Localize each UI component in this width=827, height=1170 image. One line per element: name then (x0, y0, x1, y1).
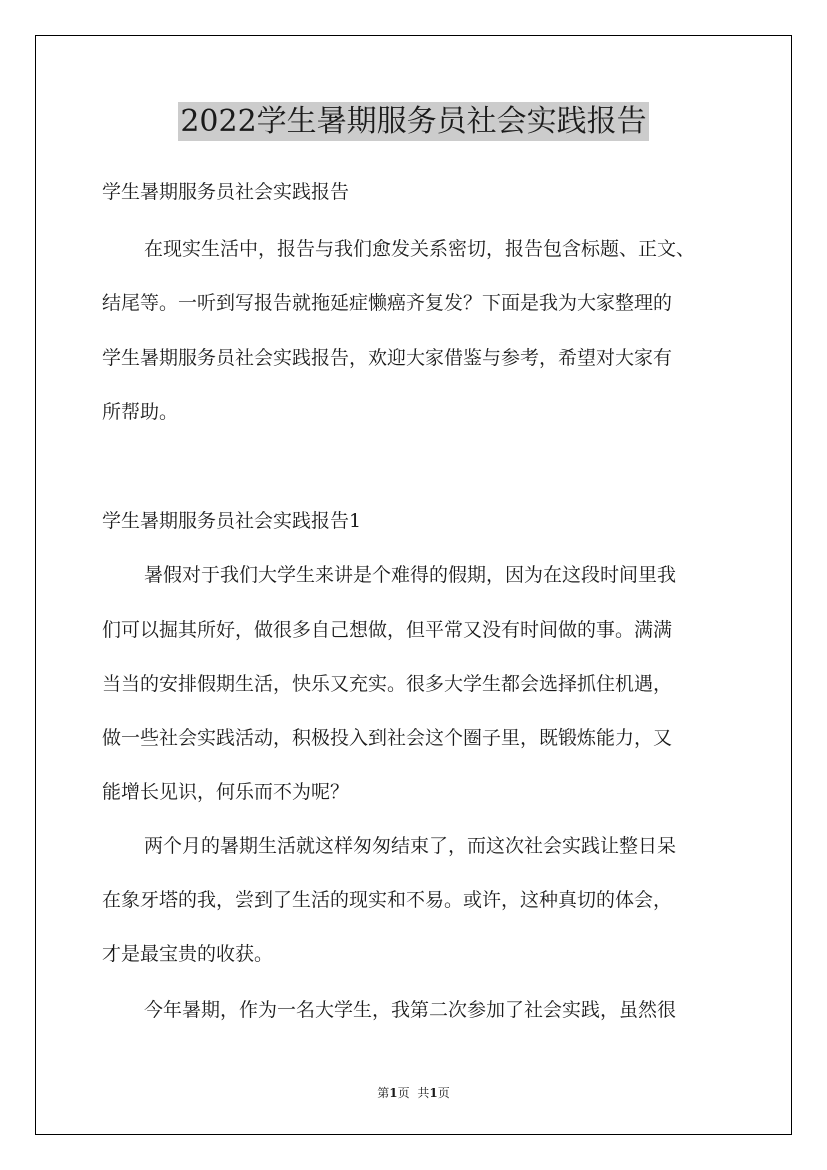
paragraph-line: 结尾等。一听到写报告就拖延症懒癌齐复发？下面是我为大家整理的 (102, 292, 673, 314)
paragraph-line: 在现实生活中，报告与我们愈发关系密切，报告包含标题、正文、 (144, 238, 696, 260)
document-title-text: 2022学生暑期服务员社会实践报告 (180, 104, 647, 139)
footer-page-prefix: 第 (377, 1086, 390, 1100)
footer-page-number: 1 (389, 1086, 398, 1100)
document-title (0, 96, 827, 148)
footer-total-number: 1 (429, 1086, 438, 1100)
section-heading: 学生暑期服务员社会实践报告1 (102, 510, 362, 532)
footer-total-suffix: 页 (437, 1086, 450, 1100)
paragraph-line: 在象牙塔的我，尝到了生活的现实和不易。或许，这种真切的体会， (102, 889, 673, 911)
paragraph-line: 暑假对于我们大学生来讲是个难得的假期，因为在这段时间里我 (144, 564, 677, 586)
paragraph-line: 当当的安排假期生活，快乐又充实。很多大学生都会选择抓住机遇， (102, 673, 673, 695)
paragraph-line: 才是最宝贵的收获。 (102, 943, 274, 965)
paragraph-line: 能增长见识，何乐而不为呢？ (102, 781, 350, 803)
paragraph-line: 们可以掘其所好，做很多自己想做，但平常又没有时间做的事。满满 (102, 619, 673, 641)
footer-total-prefix: 共 (417, 1086, 430, 1100)
paragraph-line: 学生暑期服务员社会实践报告，欢迎大家借鉴与参考，希望对大家有 (102, 347, 673, 369)
footer-page-suffix: 页 (397, 1086, 410, 1100)
paragraph-line: 所帮助。 (102, 401, 179, 423)
paragraph-line: 做一些社会实践活动，积极投入到社会这个圈子里，既锻炼能力，又 (102, 727, 673, 749)
paragraph-line: 今年暑期，作为一名大学生，我第二次参加了社会实践，虽然很 (144, 999, 677, 1021)
paragraph-line: 两个月的暑期生活就这样匆匆结束了，而这次社会实践让整日呆 (144, 835, 677, 857)
page-footer (0, 1084, 827, 1102)
intro-heading: 学生暑期服务员社会实践报告 (102, 181, 350, 203)
